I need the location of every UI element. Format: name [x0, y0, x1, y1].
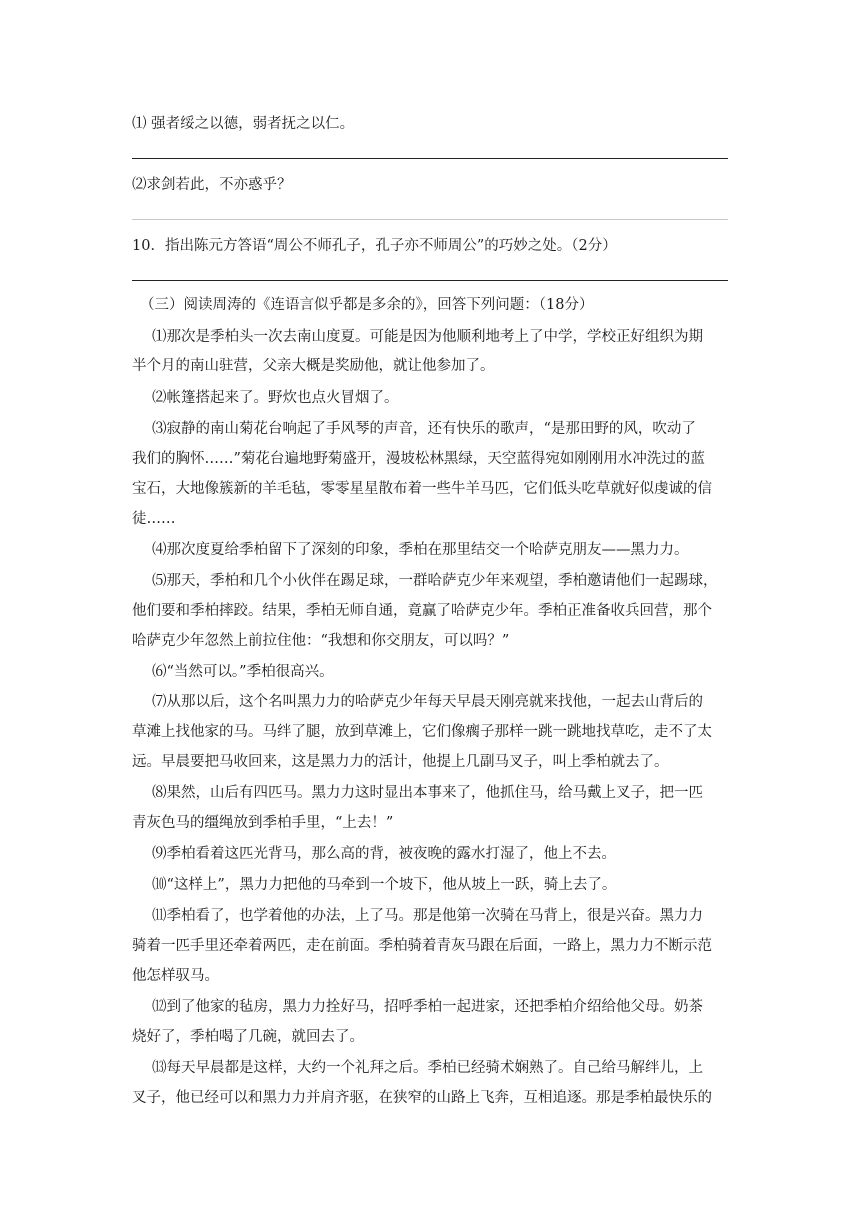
passage-line: 烧好了，季柏喝了几碗，就回去了。 [132, 1029, 364, 1045]
passage-line: ⑻果然，山后有四匹马。黑力力这时显出本事来了，他抓住马，给马戴上叉子，把一匹 [152, 785, 703, 801]
passage-line: 他怎样驭马。 [132, 968, 219, 984]
passage-line: 我们的胸怀……”菊花台遍地野菊盛开，漫坡松林黑绿，天空蓝得宛如刚刚用水冲洗过的蓝 [132, 451, 705, 467]
question-10-text: 10．指出陈元方答语“周公不师孔子，孔子亦不师周公”的巧妙之处。（2分） [132, 238, 617, 254]
passage-line: 宝石，大地像簇新的羊毛毡，零零星星散布着一些牛羊马匹，它们低头吃草就好似虔诚的信 [132, 481, 712, 497]
answer-line-1[interactable] [132, 158, 728, 159]
answer-line-10[interactable] [132, 280, 728, 281]
passage-line: 叉子，他已经可以和黑力力并肩齐驱，在狭窄的山路上飞奔，互相追逐。那是季柏最快乐的 [132, 1090, 712, 1106]
question-2-text: ⑵求剑若此，不亦惑乎？ [132, 177, 292, 193]
passage-line: 草滩上找他家的马。马绊了腿，放到草滩上，它们像瘸子那样一跳一跳地找草吃，走不了太 [132, 724, 712, 740]
passage-line: 骑着一匹手里还牵着两匹，走在前面。季柏骑着青灰马跟在后面，一路上，黑力力不断示范 [132, 938, 712, 954]
passage-line: 徒…… [132, 511, 176, 527]
passage-line: ⑽“这样上”，黑力力把他的马牵到一个坡下，他从坡上一跃，骑上去了。 [152, 877, 617, 893]
passage-line: ⑶寂静的南山菊花台响起了手风琴的声音，还有快乐的歌声，“是那田野的风，吹动了 [152, 421, 696, 437]
passage-line: ⑴那次是季柏头一次去南山度夏。可能是因为他顺利地考上了中学，学校正好组织为期 [152, 329, 703, 345]
section-3-heading: （三）阅读周涛的《连语言似乎都是多余的》，回答下列问题：（18分） [140, 297, 594, 313]
passage-line: 他们要和季柏摔跤。结果，季柏无师自通，竟赢了哈萨克少年。季柏正准备收兵回营，那个 [132, 603, 712, 619]
passage-line: ⑷那次度夏给季柏留下了深刻的印象，季柏在那里结交一个哈萨克朋友——黑力力。 [152, 542, 689, 558]
passage-line: ⑾季柏看了，也学着他的办法，上了马。那是他第一次骑在马背上，很是兴奋。黑力力 [152, 908, 703, 924]
passage-line: ⑼季柏看着这匹光背马，那么高的背，被夜晚的露水打湿了，他上不去。 [152, 846, 616, 862]
passage-line: ⑿到了他家的毡房，黑力力拴好马，招呼季柏一起进家，还把季柏介绍给他父母。奶茶 [152, 999, 703, 1015]
passage-line: ⑹“当然可以。”季柏很高兴。 [152, 664, 334, 680]
passage-line: ⑵帐篷搭起来了。野炊也点火冒烟了。 [152, 390, 399, 406]
passage-line: ⑺从那以后，这个名叫黑力力的哈萨克少年每天早晨天刚亮就来找他，一起去山背后的 [152, 694, 703, 710]
passage-line: ⑸那天，季柏和几个小伙伴在踢足球，一群哈萨克少年来观望，季柏邀请他们一起踢球， [152, 573, 718, 589]
passage-line: ⒀每天早晨都是这样，大约一个礼拜之后。季柏已经骑术娴熟了。自己给马解绊儿，上 [152, 1060, 703, 1076]
question-1-text: ⑴ 强者绥之以德，弱者抚之以仁。 [132, 116, 355, 132]
passage-line: 远。早晨要把马收回来，这是黑力力的活计，他提上几副马叉子，叫上季柏就去了。 [132, 754, 669, 770]
passage-line: 青灰色马的缰绳放到季柏手里，“上去！” [132, 815, 394, 831]
passage-line: 半个月的南山驻营，父亲大概是奖励他，就让他参加了。 [132, 358, 495, 374]
passage-line: 哈萨克少年忽然上前拉住他：“我想和你交朋友，可以吗？” [132, 633, 510, 649]
answer-line-2[interactable] [132, 219, 728, 220]
